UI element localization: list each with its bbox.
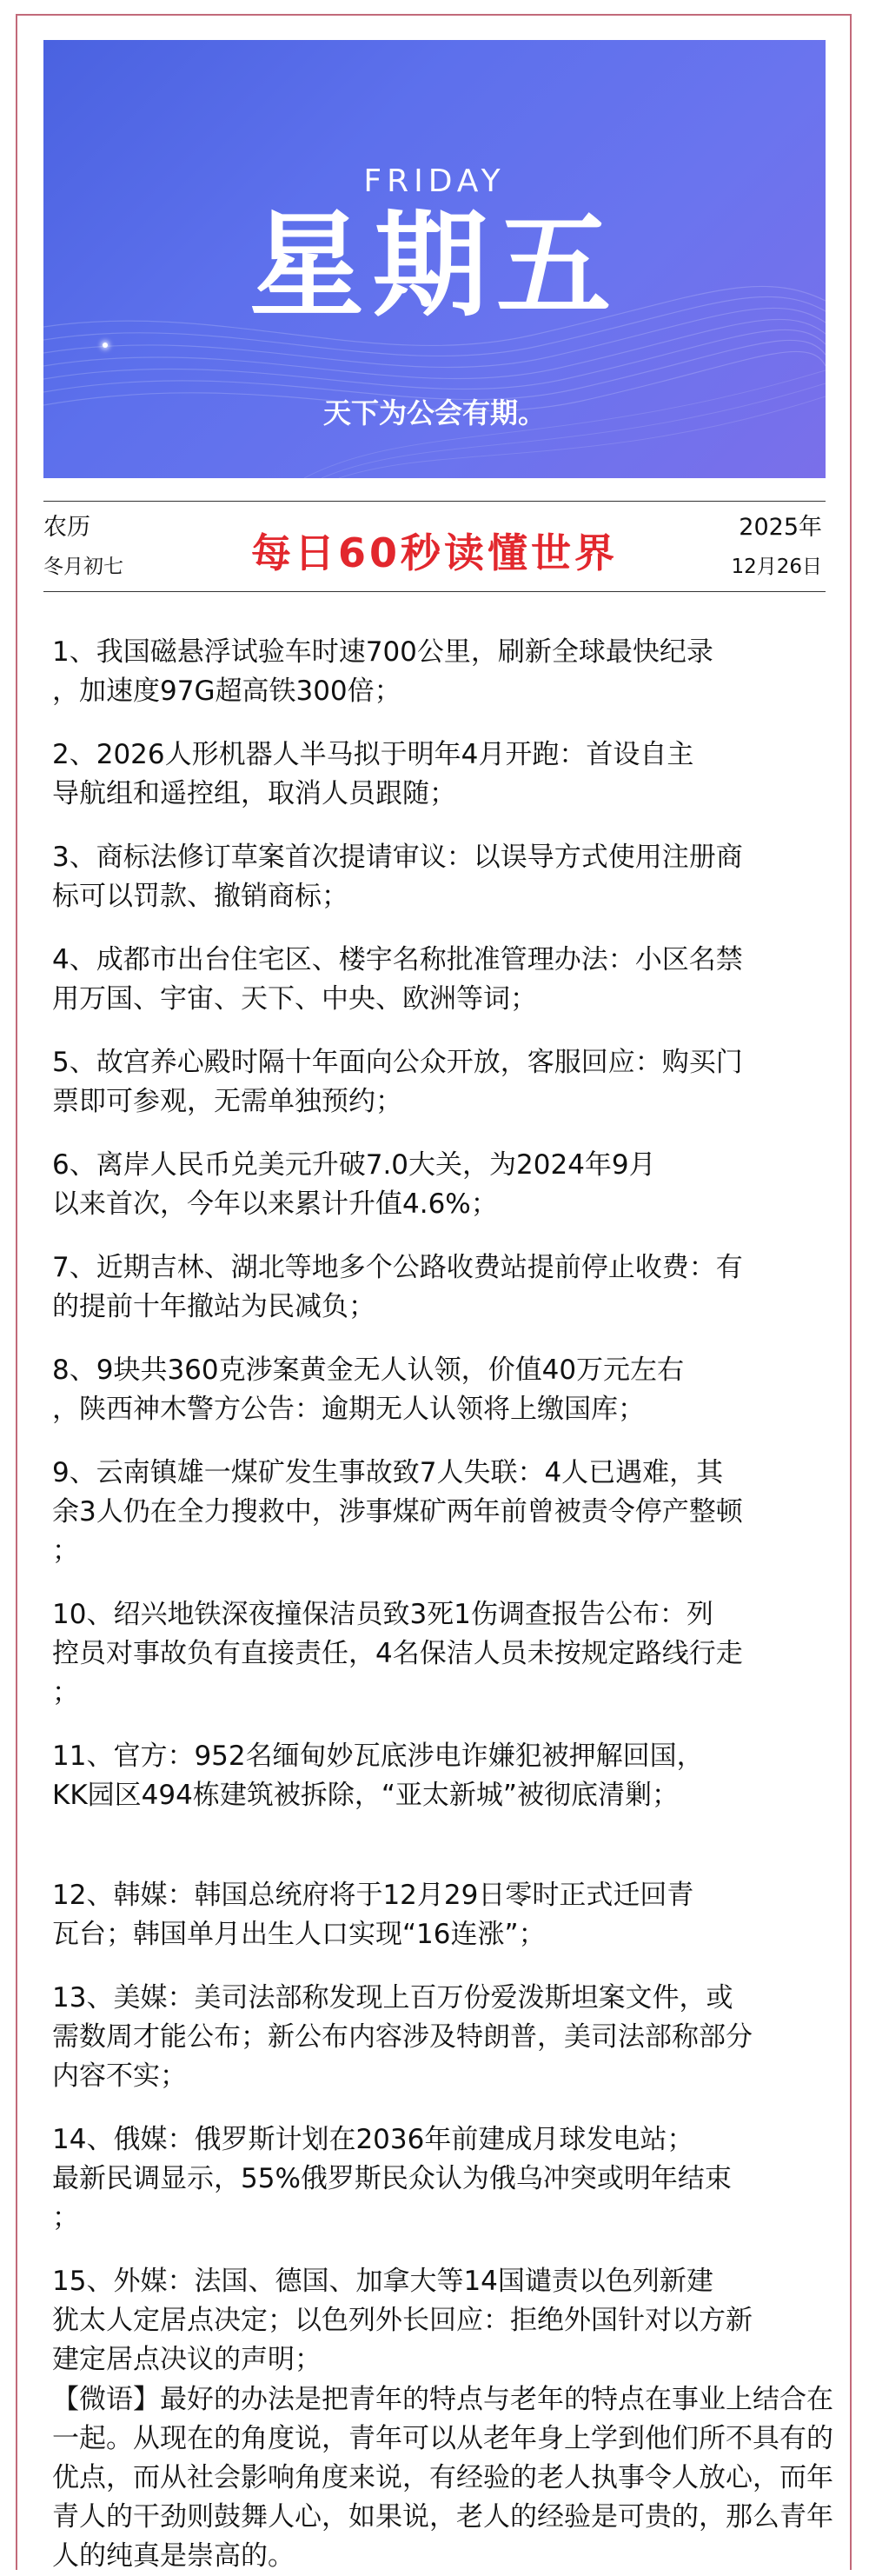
news-item-12: 12、韩媒：韩国总统府将于12月29日零时正式迁回青 瓦台；韩国单月出生人口实现“16连涨”； bbox=[52, 1880, 694, 1950]
lunar-date: 冬月初七 bbox=[43, 556, 123, 578]
news-item-3: 3、商标法修订草案首次提请审议：以误导方式使用注册商 标可以罚款、撤销商标； bbox=[52, 842, 743, 912]
news-item-5: 5、故宫养心殿时隔十年面向公众开放，客服回应：购买门 票即可参观，无需单独预约； bbox=[52, 1047, 743, 1117]
sparkle-icon bbox=[103, 343, 108, 348]
news-item-7: 7、近期吉林、湖北等地多个公路收费站提前停止收费：有 的提前十年撤站为民减负； bbox=[52, 1252, 743, 1322]
banner-motto: 天下为公会有期。 bbox=[322, 396, 546, 429]
header-bottom-rule bbox=[43, 591, 826, 592]
lunar-label: 农历 bbox=[43, 514, 90, 541]
news-list bbox=[52, 633, 845, 2380]
page-title: 每日60秒读懂世界 bbox=[250, 529, 618, 576]
news-item-10: 10、绍兴地铁深夜撞保洁员致3死1伤调查报告公布：列 控员对事故负有直接责任，4名保洁人员未按规定路线行走 ； bbox=[52, 1599, 743, 1708]
day-banner bbox=[43, 40, 826, 478]
news-item-11: 11、官方：952名缅甸妙瓦底涉电诈嫌犯被押解回国， KK园区494栋建筑被拆除，“亚太新城”被彻底清剿； bbox=[52, 1741, 704, 1811]
header-top-rule bbox=[43, 501, 826, 502]
news-item-8: 8、9块共360克涉案黄金无人认领，价值40万元左右 ，陕西神木警方公告：逾期无人认领将上缴国库； bbox=[52, 1355, 685, 1425]
news-item-13: 13、美媒：美司法部称发现上百万份爱泼斯坦案文件，或 需数周才能公布；新公布内容涉及特朗普，美司法部称部分 内容不实； bbox=[52, 1982, 753, 2092]
news-item-14: 14、俄媒：俄罗斯计划在2036年前建成月球发电站； 最新民调显示，55%俄罗斯民众认为俄乌冲突或明年结束 ； bbox=[52, 2124, 732, 2233]
news-item-1: 1、我国磁悬浮试验车时速700公里，刷新全球最快纪录 ，加速度97G超高铁300倍； bbox=[52, 636, 713, 707]
news-item-15: 15、外媒：法国、德国、加拿大等14国谴责以色列新建 犹太人定居点决定；以色列外长回应：拒绝外国针对以方新 建定居点决议的声明； bbox=[52, 2266, 753, 2375]
daily-quote: 【微语】最好的办法是把青年的特点与老年的特点在事业上结合在一起。从现在的角度说，青年可以从老年身上学到他们所不具有的优点，而从社会影响角度来说，有经验的老人执事令人放心，而年青人的干劲则鼓舞人心，如果说，老人的经验是可贵的，那么青年人的纯真是崇高的。 bbox=[52, 2384, 833, 2572]
weekday-english: FRIDAY bbox=[363, 163, 506, 199]
news-item-4: 4、成都市出台住宅区、楼宇名称批准管理办法：小区名禁 用万国、宇宙、天下、中央、欧洲等词； bbox=[52, 944, 743, 1015]
news-item-6: 6、离岸人民币兑美元升破7.0大关，为2024年9月 以来首次，今年以来累计升值4.6%； bbox=[52, 1149, 656, 1220]
news-item-9: 9、云南镇雄一煤矿发生事故致7人失联：4人已遇难，其 余3人仍在全力搜救中，涉事煤矿两年前曾被责令停产整顿 ； bbox=[52, 1457, 743, 1567]
month-day-label: 12月26日 bbox=[731, 556, 822, 578]
news-item-2: 2、2026人形机器人半马拟于明年4月开跑：首设自主 导航组和遥控组，取消人员跟随； bbox=[52, 739, 694, 809]
weekday-chinese: 星期五 bbox=[249, 199, 620, 333]
year-label: 2025年 bbox=[739, 514, 822, 541]
